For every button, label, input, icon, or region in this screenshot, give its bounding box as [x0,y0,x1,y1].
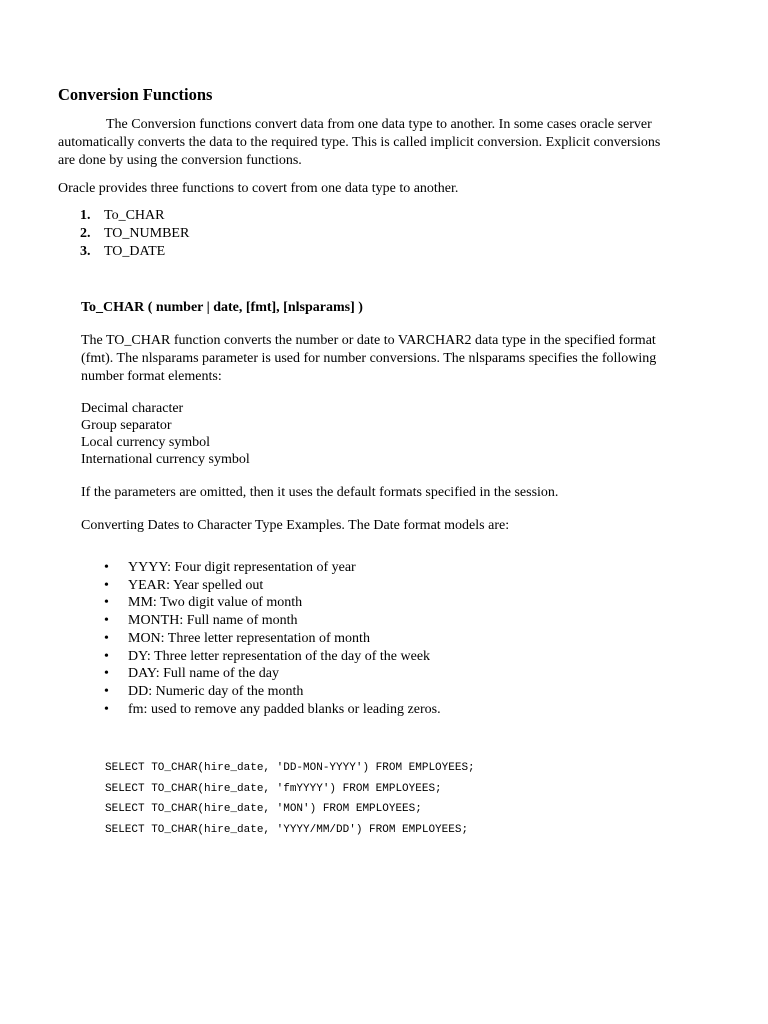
list-item-label: DY: Three letter representation of the day of the week [128,648,431,664]
to-char-desc-line-1: The TO_CHAR function converts the number or date to VARCHAR2 data type in the specified format [81,333,656,348]
list-item [104,612,441,630]
list-item-label: TO_NUMBER [104,226,190,241]
list-item-label: YEAR: Year spelled out [128,577,264,593]
list-item-label: To_CHAR [104,208,165,223]
code-line: SELECT TO_CHAR(hire_date, 'fmYYYY') FROM EMPLOYEES; [105,782,442,795]
date-models-intro: Converting Dates to Character Type Examples. The Date format models are: [81,518,510,533]
intro-paragraph [58,116,728,170]
to-char-desc-line-2: (fmt). The nlsparams parameter is used for number conversions. The nlsparams specifies the following [81,351,657,366]
list-item [80,243,189,261]
list-item [104,648,441,666]
list-item [104,665,441,683]
page-title: Conversion Functions [58,85,213,104]
intro-line-1: The Conversion functions convert data from one data type to another. In some cases oracle server [106,117,652,132]
list-item-label: MON: Three letter representation of month [128,630,370,646]
list-item-label: MONTH: Full name of month [128,613,298,629]
list-item-label: DD: Numeric day of the month [128,683,304,699]
bullet-icon: • [104,560,109,575]
bullet-icon: • [104,577,109,593]
list-number: 3. [80,244,91,259]
to-char-heading: To_CHAR ( number | date, [fmt], [nlsparams] ) [81,300,363,315]
code-line: SELECT TO_CHAR(hire_date, 'DD-MON-YYYY') FROM EMPLOYEES; [105,762,475,774]
list-number: 2. [80,226,91,241]
list-item: Local currency symbol [81,435,211,450]
intro-line-3: are done by using the conversion functions. [58,153,302,168]
bullet-icon: • [104,613,109,629]
list-item-label: TO_DATE [104,244,166,259]
omitted-note: If the parameters are omitted, then it uses the default formats specified in the session. [81,485,559,500]
list-item [80,207,189,225]
code-line: SELECT TO_CHAR(hire_date, 'YYYY/MM/DD') FROM EMPLOYEES; [105,823,469,836]
list-item [104,559,441,577]
code-line: SELECT TO_CHAR(hire_date, 'MON') FROM EMPLOYEES; [105,803,422,815]
bullet-icon: • [104,595,109,611]
list-item: Decimal character [81,401,184,416]
to-char-description [81,332,656,386]
list-item [104,683,441,701]
list-item [104,594,441,612]
list-item [104,630,441,648]
sql-examples [105,758,475,840]
to-char-desc-line-3: number format elements: [81,369,222,384]
list-item: International currency symbol [81,452,250,467]
list-item [104,577,441,595]
bullet-icon: • [104,630,109,646]
list-item [104,701,441,719]
list-number: 1. [80,208,91,223]
list-item [80,225,189,243]
list-item-label: fm: used to remove any padded blanks or leading zeros. [128,701,441,717]
format-elements-list [81,400,250,468]
bullet-icon: • [104,666,109,682]
list-item-label: DAY: Full name of the day [128,666,280,682]
date-models-list [104,559,441,718]
intro-line-2: automatically converts the data to the required type. This is called implicit conversion. Explicit conversions [58,135,661,150]
bullet-icon: • [104,701,109,717]
provides-paragraph: Oracle provides three functions to covert from one data type to another. [58,181,459,196]
functions-list [80,207,189,261]
list-item-label: YYYY: Four digit representation of year [128,560,356,575]
list-item-label: MM: Two digit value of month [128,595,303,611]
list-item: Group separator [81,418,172,433]
bullet-icon: • [104,683,109,699]
bullet-icon: • [104,648,109,664]
